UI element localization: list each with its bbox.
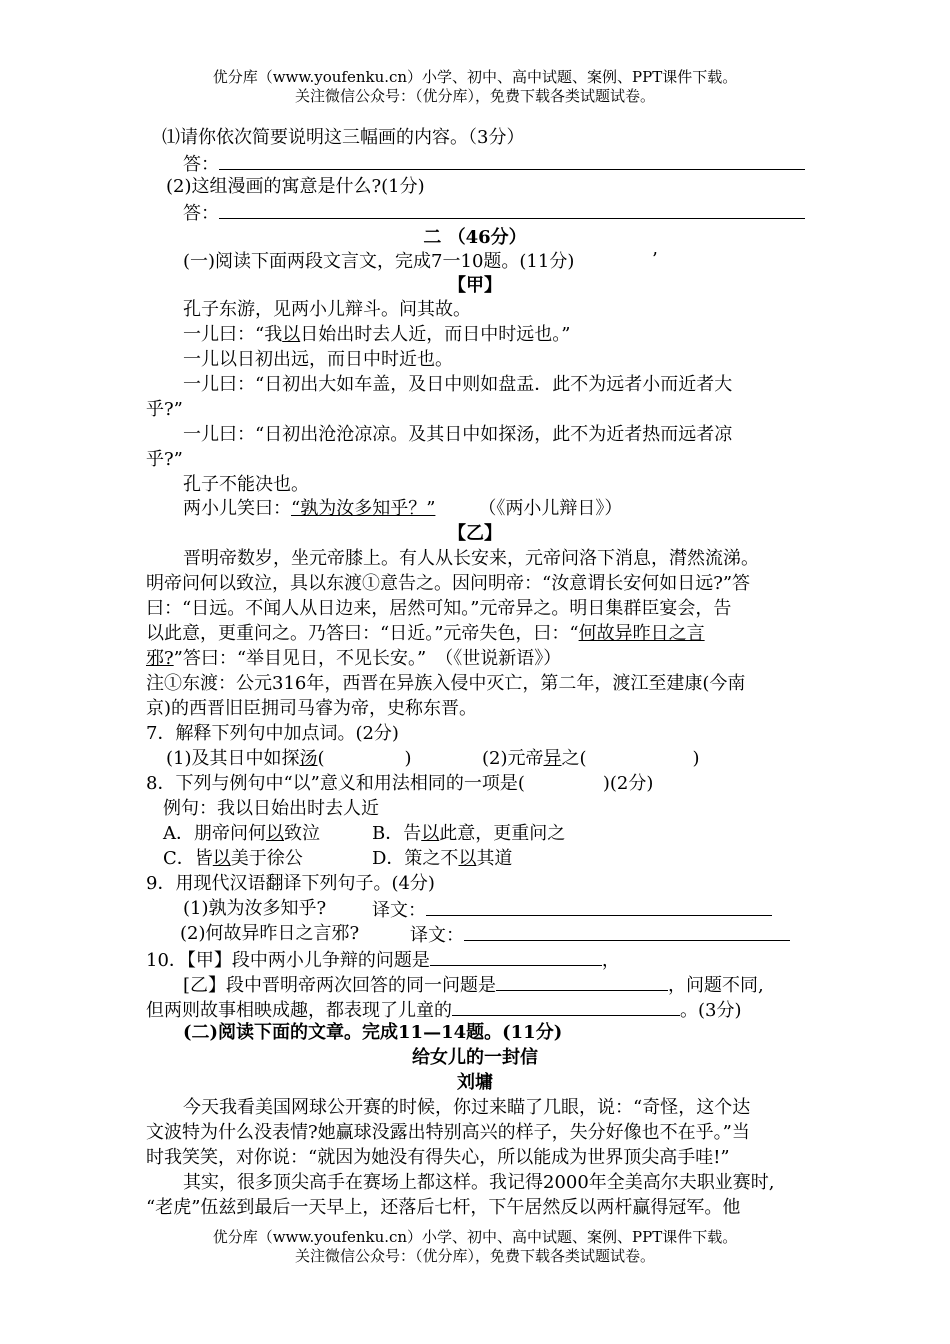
answer-label: 答： (183, 154, 219, 175)
text-segment: 8．下列与例句中“以”意义和用法相同的一项是( (146, 773, 525, 794)
source-citation: （《两小儿辩日》） (487, 498, 623, 519)
text-segment: ， (601, 950, 620, 971)
translation-label: 译文： (372, 900, 426, 921)
translation-blank-2[interactable] (464, 922, 790, 941)
article-author: 刘墉 (457, 1072, 493, 1093)
header-line-2: 关注微信公众号：（优分库），免费下载各类试题试卷。 (294, 87, 655, 105)
jia-line (183, 497, 622, 521)
text-segment: ( (317, 748, 325, 769)
question-10-line-2 (183, 972, 764, 998)
question-7-item-2 (482, 747, 700, 771)
option-a (163, 822, 320, 846)
text-segment: 此意，更重问之 (439, 823, 566, 844)
yi-line: 晋明帝数岁，坐元帝膝上。有人从长安来，元帝问洛下消息，潸然流涕。 (183, 548, 759, 569)
question-10-line-1 (146, 947, 620, 973)
text-segment: 。(3分) (680, 1000, 742, 1021)
header-line-1: 优分库（www.youfenku.cn）小学、初中、高中试题、案例、PPT课件下载。 (212, 68, 738, 86)
comic-question-1: ⑴请你依次简要说明这三幅画的内容。（3分） (162, 127, 525, 148)
text-segment: 以此意，更重问之。乃答曰：“日近。”元帝失色，曰：“ (146, 623, 579, 644)
article-line: 其实，很多顶尖高手在赛场上都这样。我记得2000年全美高尔夫职业赛时, (183, 1172, 775, 1193)
footnote-line: 注①东渡：公元316年，西晋在异族入侵中灭亡，第二年，渡江至建康(今南 (146, 673, 746, 694)
article-line: “老虎”伍兹到最后一天早上，还落后七杆，下午居然反以两杆赢得冠军。他 (146, 1197, 741, 1218)
text-segment: 美于徐公 (230, 848, 303, 869)
article-line: 文波特为什么没表情?她赢球没露出特别高兴的样子，失分好像也不在乎。”当 (146, 1122, 750, 1143)
text-segment: 致泣 (284, 823, 320, 844)
section-title: 二 （46分） (423, 227, 527, 248)
footer-line-2: 关注微信公众号：（优分库），免费下载各类试题试卷。 (294, 1247, 655, 1265)
question-7-item-1 (166, 747, 412, 771)
underlined-sentence: 何故异昨日之言 (578, 623, 705, 644)
underlined-sentence: 邪? (146, 648, 174, 669)
underlined-word: 以 (282, 324, 301, 345)
answer-blank-q10-3[interactable] (452, 997, 680, 1016)
text-segment: D．策之不 (372, 848, 459, 869)
text-segment: ) (404, 748, 412, 769)
text-segment: (2)元帝 (482, 748, 544, 769)
question-9-item-2: (2)何故异昨日之言邪? (180, 923, 360, 944)
text-segment: 一儿曰：“我 (183, 324, 283, 345)
article-title: 给女儿的一封信 (412, 1047, 538, 1068)
option-c (163, 847, 303, 871)
jia-line: 孔子东游，见两小儿辩斗。问其故。 (183, 299, 471, 320)
underlined-word: 以 (266, 823, 284, 844)
question-9-item-1: (1)孰为汝多知乎? (183, 898, 327, 919)
dotted-word: 汤 (299, 748, 318, 769)
question-8-example: 例句：我以日始出时去人近 (163, 798, 379, 819)
translation-line-1 (372, 897, 772, 923)
answer-line-2 (183, 200, 805, 226)
text-segment: A．朋帝问何 (163, 823, 266, 844)
dotted-word: 异 (543, 748, 562, 769)
jia-line: 一儿曰：“日初出大如车盖，及日中则如盘盂．此不为远者小而近者大 (183, 374, 733, 395)
underlined-word: 以 (458, 848, 477, 869)
text-segment: ) (692, 748, 700, 769)
footer-line-1: 优分库（www.youfenku.cn）小学、初中、高中试题、案例、PPT课件下载。 (212, 1228, 738, 1246)
article-line: 今天我看美国网球公开赛的时候，你过来瞄了几眼，说：“奇怪，这个达 (183, 1097, 751, 1118)
text-segment: 10．【甲】段中两小儿争辩的问题是 (146, 950, 430, 971)
yi-line: 曰：“日远。不闻人从日边来，居然可知。”元帝异之。明日集群臣宴会，告 (146, 598, 732, 619)
translation-line-2 (410, 922, 790, 948)
jia-line (183, 323, 570, 347)
question-8 (146, 772, 653, 796)
text-segment: ”答曰：“举目见日，不见长安。” （《世说新语》） (173, 648, 562, 669)
part-one-intro: (一)阅读下面两段文言文，完成7一10题。(11分) (183, 251, 575, 272)
text-segment: B．告 (372, 823, 422, 844)
underlined-sentence: “孰为汝多知乎？” (291, 498, 436, 519)
answer-blank-1[interactable] (219, 151, 805, 170)
yi-line (146, 647, 561, 671)
article-line: 时我笑笑，对你说：“就因为她没有得失心，所以能成为世界顶尖高手哇!” (146, 1147, 730, 1168)
passage-jia-label: 【甲】 (448, 275, 502, 296)
comic-question-2: (2)这组漫画的寓意是什么?(1分) (166, 176, 425, 197)
text-segment: 但两则故事相映成趣，都表现了儿童的 (146, 1000, 452, 1021)
text-segment: 其道 (476, 848, 513, 869)
translation-label: 译文： (410, 925, 464, 946)
jia-line: 一儿曰：“日初出沧沧凉凉。及其日中如探汤，此不为近者热而远者凉 (183, 424, 733, 445)
jia-line: 乎?” (146, 399, 183, 420)
footnote-line: 京)的西晋旧臣拥司马睿为帝，史称东晋。 (146, 698, 478, 719)
text-segment: C．皆 (163, 848, 213, 869)
text-segment: 之( (561, 748, 587, 769)
answer-blank-2[interactable] (219, 200, 805, 219)
jia-line: 孔子不能决也。 (183, 474, 309, 495)
answer-label: 答： (183, 203, 219, 224)
text-segment: 两小儿笑曰： (183, 498, 291, 519)
yi-line (146, 622, 705, 646)
answer-line-1 (183, 151, 805, 177)
passage-yi-label: 【乙】 (448, 523, 502, 544)
question-9: 9．用现代汉语翻译下列句子。(4分) (146, 873, 435, 894)
option-d (372, 847, 512, 871)
text-segment: ，问题不同, (668, 975, 764, 996)
text-segment: )(2分) (602, 773, 654, 794)
question-10-line-3 (146, 997, 742, 1023)
underlined-word: 以 (212, 848, 231, 869)
answer-blank-q10-1[interactable] (430, 947, 602, 966)
text-segment: [乙】段中晋明帝两次回答的同一问题是 (183, 975, 497, 996)
jia-line: 乎?” (146, 449, 183, 470)
translation-blank-1[interactable] (426, 897, 772, 916)
underlined-word: 以 (421, 823, 440, 844)
question-7: 7．解释下列句中加点词。(2分) (146, 723, 399, 744)
part-two-intro: (二)阅读下面的文章。完成11—14题。(11分) (183, 1022, 563, 1043)
stray-mark: ’ (652, 249, 658, 270)
option-b (372, 822, 565, 846)
text-segment: (1)及其日中如探 (166, 748, 300, 769)
answer-blank-q10-2[interactable] (496, 972, 668, 991)
text-segment: 日始出时去人近，而日中时远也。” (300, 324, 571, 345)
jia-line: 一儿以日初出远，而日中时近也。 (183, 349, 453, 370)
yi-line: 明帝问何以致泣，具以东渡①意告之。因问明帝：“汝意谓长安何如日远?”答 (146, 573, 751, 594)
